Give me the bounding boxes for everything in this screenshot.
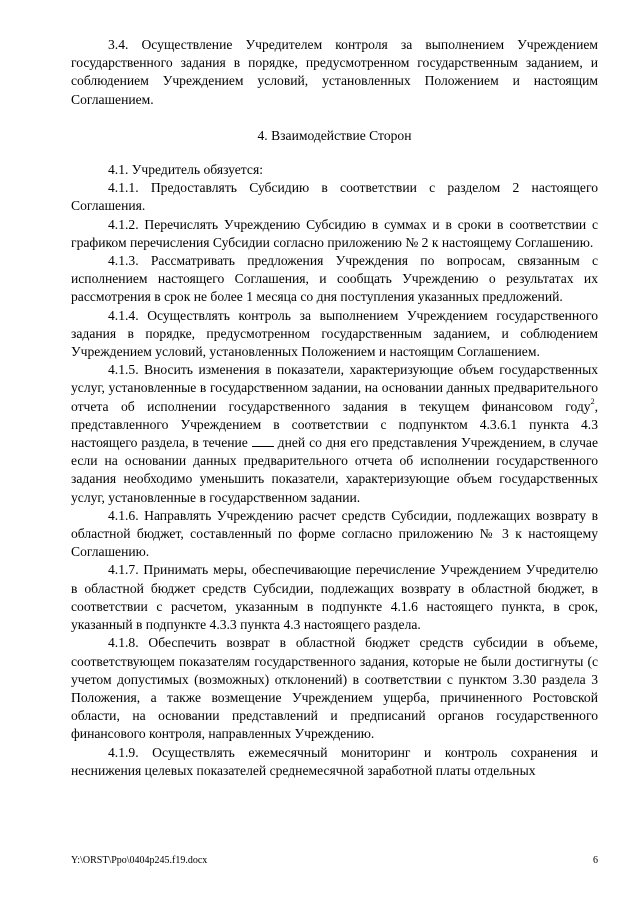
blank-days-field xyxy=(252,434,274,447)
page-number: 6 xyxy=(593,855,598,866)
clause-4-1-7: 4.1.7. Принимать меры, обеспечивающие перечисление Учреждением Учредителю в областной бюджет средств Субсидии, подлежащих возврату в областной бюджет, в соответствии с расчетом, указанным в подпункте 4.1.6 настоящего пункта, в срок, указанный в подпункте 4.3.3 пункта 4.3 настоящего раздела. xyxy=(71,562,598,633)
document-body xyxy=(71,36,598,780)
section-heading: 4. Взаимодействие Сторон xyxy=(257,127,412,143)
clause-4-1-4: 4.1.4. Осуществлять контроль за выполнением Учреждением государственного задания в порядке, предусмотренном государственным заданием, и соблюдением Учреждением условий, установленных Положением и настоящим Соглашением. xyxy=(71,307,598,360)
clause-4-1-2: 4.1.2. Перечислять Учреждению Субсидию в суммах и в сроки в соответствии с графиком перечисления Субсидии согласно приложению № 2 к настоящему Соглашению. xyxy=(71,216,598,250)
clause-4-1-6: 4.1.6. Направлять Учреждению расчет средств Субсидии, подлежащих возврату в областной бюджет, составленный по форме согласно приложению № 3 к настоящему Соглашению. xyxy=(71,507,598,560)
clause-4-1: 4.1. Учредитель обязуется: xyxy=(108,162,263,178)
clause-4-1-5 xyxy=(71,361,598,507)
clause-4-1-8: 4.1.8. Обеспечить возврат в областной бюджет средств субсидии в объеме, соответствующем показателям государственного задания, которые не были достигнуты (с учетом допустимых (возможных) отклонений) в соответствии с пунктом 3.30 раздела 3 Положения, а также возмещение Учреждением ущерба, причиненного Ростовской области, на основании представлений и предписаний органов государственного финансового контроля, направленных Учреждению. xyxy=(71,635,598,742)
file-path: Y:\ORST\Ppo\0404p245.f19.docx xyxy=(71,855,208,866)
clause-4-1-5-part-a: 4.1.5. Вносить изменения в показатели, характеризующие объем государственных услуг, установленные в государственном задании, на основании данных предварительного отчета об исполнении государственного задания в текущем финансовом году xyxy=(71,362,598,414)
footnote-ref: 2 xyxy=(590,397,595,407)
clause-4-1-3: 4.1.3. Рассматривать предложения Учреждения по вопросам, связанным с исполнением настоящего Соглашения, и сообщать Учреждению о результатах их рассмотрения в срок не более 1 месяца со дня поступления указанных предложений. xyxy=(71,253,598,305)
clause-4-1-5-part-c: дней со дня его представления Учреждением, в случае если на основании данных предварительного отчета об исполнении государственного задания необходимо уменьшить показатели, характеризующие объем государственных услуг, установленные в государственном задании. xyxy=(71,435,598,505)
clause-4-1-5-part-b: , представленного Учреждением в соответствии с подпунктом 4.3.6.1 пункта 4.3 настоящего раздела, в течение xyxy=(71,398,598,451)
clause-4-1-1: 4.1.1. Предоставлять Субсидию в соответствии с разделом 2 настоящего Соглашения. xyxy=(71,180,598,214)
clause-4-1-9: 4.1.9. Осуществлять ежемесячный мониторинг и контроль сохранения и неснижения целевых показателей среднемесячной заработной платы отдельных xyxy=(71,744,598,778)
clause-3-4: 3.4. Осуществление Учредителем контроля за выполнением Учреждением государственного задания в порядке, предусмотренном государственным заданием, и соблюдением Учреждением условий, установленных Положением и настоящим Соглашением. xyxy=(71,37,598,107)
